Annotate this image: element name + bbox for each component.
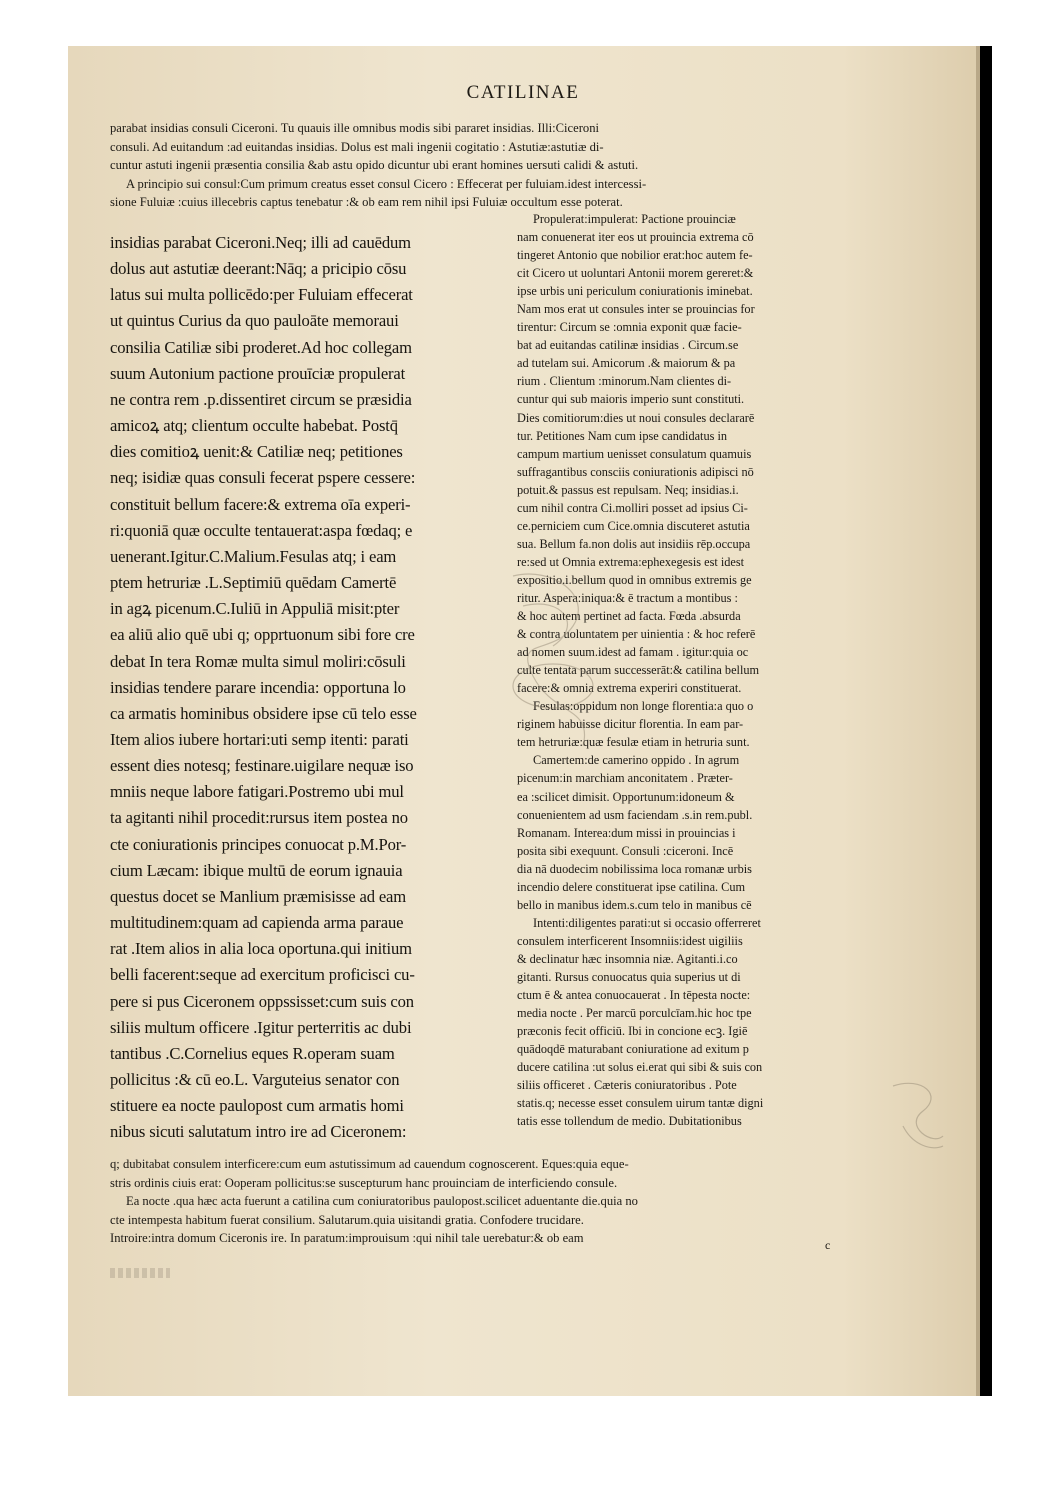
main-text-column: [110, 230, 514, 1145]
text-line: ri:quoniā quæ occulte tentauerat:aspa fœdaq; e: [110, 520, 413, 540]
commentary-line: consuli. Ad euitandum :ad euitandas insidias. Dolus est mali ingenii cogitatio : Astutiæ:astutiæ di-: [110, 139, 604, 154]
text-line: uenerant.Igitur.C.Malium.Fesulas atq; i eam: [110, 546, 397, 566]
commentary-line: facere:& omnia extrema experiri constituerat.: [517, 681, 742, 696]
text-line: insidias tendere parare incendia: opportuna lo: [110, 677, 406, 697]
text-line: pere si pus Ciceronem oppssisset:cum suis con: [110, 991, 414, 1011]
commentary-line: nam conuenerat iter eos ut prouincia extrema cō: [517, 230, 754, 245]
commentary-line: suffragantibus consciis coniurationis adipisci nō: [517, 464, 754, 479]
commentary-line: statis.q; necesse esset consulem uirum tantæ digni: [517, 1096, 764, 1111]
commentary-line: cit Cicero ut uoluntari Antonii morem gereret:&: [517, 266, 754, 281]
signature-mark: c: [825, 1238, 831, 1252]
text-line: ta agitanti nihil procedit:rursus item postea no: [110, 808, 408, 828]
text-line: Item alios iubere hortari:uti semp itenti: parati: [110, 729, 409, 749]
commentary-line: posita sibi exequunt. Consuli :ciceroni. Incē: [517, 843, 734, 858]
text-line: questus docet se Manlium præmisisse ad eam: [110, 886, 407, 906]
commentary-line: Romanam. Interea:dum missi in prouincias i: [517, 825, 736, 840]
commentary-line: ritur. Aspera:iniqua:& ē tractum a montibus :: [517, 590, 738, 605]
commentary-line: Propulerat:impulerat: Pactione prouinciæ: [533, 212, 736, 226]
commentary-line: Ea nocte .qua hæc acta fuerunt a catilina cum coniuratoribus paulopost.scilicet aduentante die.quia no: [126, 1194, 638, 1209]
commentary-line: re:sed ut Omnia extrema:ephexegesis est idest: [517, 554, 745, 569]
commentary-line: & contra uoluntatem per uinientia : & hoc referē: [517, 627, 756, 642]
text-line: neq; isidiæ quas consuli fecerat pspere cessere:: [110, 468, 416, 488]
commentary-line: incendio delere constituerat ipse catilina. Cum: [517, 879, 746, 894]
faint-offset-text: [110, 1268, 170, 1278]
commentary-line: culte tentata parum successerāt:& catilina bellum: [517, 663, 760, 678]
commentary-line: cum nihil contra Ci.molliri posset ad ipsius Ci-: [517, 500, 748, 515]
commentary-line: sua. Bellum fa.non dolis aut insidiis rēp.occupa: [517, 536, 751, 551]
commentary-line: dia nā duodecim nobilissima loca romanæ urbis: [517, 861, 752, 876]
commentary-line: bat ad euitandas catilinæ insidias . Circum.se: [517, 338, 739, 353]
text-line: ca armatis hominibus obsidere ipse cū telo esse: [110, 703, 417, 723]
text-line: mniis neque labore fatigari.Postremo ubi mul: [110, 782, 404, 802]
commentary-line: tirentur: Circum se :omnia exponit quæ facie-: [517, 320, 742, 335]
text-line: ptem hetruriæ .L.Septimiū quēdam Camertē: [110, 573, 397, 593]
commentary-line: Intenti:diligentes parati:ut si occasio offerreret: [533, 915, 761, 930]
running-head: CATILINAE: [466, 82, 580, 103]
text-line: essent dies notesq; festinare.uigilare nequæ iso: [110, 756, 414, 776]
commentary-line: Camertem:de camerino oppido . In agrum: [533, 753, 740, 768]
commentary-line: consulem interficerent Insomniis:idest uigiliis: [517, 933, 743, 948]
text-line: tantibus .C.Cornelius eques R.operam suam: [110, 1043, 395, 1063]
commentary-line: riginem habuisse dicitur florentia. In eam par-: [517, 717, 744, 732]
faint-margin-stamp-icon: [883, 1076, 953, 1156]
commentary-line: Nam mos erat ut consules inter se prouincias for: [517, 302, 755, 317]
commentary-line: rium . Clientum :minorum.Nam clientes di-: [517, 374, 732, 389]
commentary-line: media nocte . Per marcū porculcīam.hic hoc tpe: [517, 1006, 752, 1021]
text-line: constituit bellum facere:& extrema oīa experi-: [110, 494, 411, 514]
commentary-line: ctum ē & antea conuocauerat . In tēpesta nocte:: [517, 988, 751, 1003]
commentary-line: ducere catilina :ut solus ei.erat qui sibi & suis con: [517, 1060, 763, 1075]
commentary-line: conuenientem ad usm faciendam .s.in rem.publ.: [517, 807, 753, 822]
commentary-line: ce.perniciem cum Cice.omnia discuteret astutia: [517, 518, 750, 533]
commentary-line: q; dubitabat consulem interficere:cum eum astutissimum ad cauendum cognoscerent. Eques:quia eque-: [110, 1157, 629, 1171]
text-line: nibus sicuti salutatum intro ire ad Ciceronem:: [110, 1122, 407, 1142]
commentary-line: siliis officeret . Cæteris coniuratoribus . Pote: [517, 1078, 737, 1093]
book-page: [68, 46, 978, 1396]
commentary-line: expositio.i.bellum quod in omnibus extremis ge: [517, 572, 752, 587]
text-line: consilia Catiliæ sibi proderet.Ad hoc collegam: [110, 337, 412, 357]
commentary-line: tatis esse tollendum de medio. Dubitationibus: [517, 1114, 742, 1129]
commentary-line: & declinatur hæc insomnia niæ. Agitanti.i.co: [517, 951, 738, 966]
text-line: cte coniurationis principes conuocat p.M.Por-: [110, 834, 407, 854]
text-line: rat .Item alios in alia loca oportuna.qui initium: [110, 939, 412, 959]
bottom-commentary: [110, 1155, 880, 1248]
commentary-line: ipse urbis uni periculum coniurationis iminebat.: [517, 284, 753, 299]
commentary-line: sione Fuluiæ :cuius illecebris captus tenebatur :& ob eam rem nihil ipsi Fuluiæ occultum esse poterat.: [110, 195, 623, 210]
commentary-line: præconis fecit officiū. Ibi in concione ecꝫ. Igiē: [517, 1024, 748, 1039]
commentary-line: gitanti. Rursus conuocatus quia superius ut di: [517, 969, 741, 984]
commentary-line: picenum:in marchiam anconitatem . Præter-: [517, 771, 733, 786]
commentary-line: & hoc autem pertinet ad facta. Fœda .absurda: [517, 609, 741, 624]
text-line: stituere ea nocte paulopost cum armatis homi: [110, 1096, 404, 1116]
page-gutter: [976, 46, 980, 1396]
text-line: ut quintus Curius da quo pauloāte memoraui: [110, 311, 399, 331]
commentary-line: tingeret Antonio que nobilior erat:hoc autem fe-: [517, 248, 753, 263]
text-line: ne contra rem .p.dissentiret circum se præsidia: [110, 389, 412, 409]
commentary-line: campum martium uenisset consulatum quamuis: [517, 446, 752, 461]
commentary-line: stris ordinis ciuis erat: Ooperam pollicitus:se suscepturum hanc prouinciam de interficiendo consule.: [110, 1175, 618, 1190]
commentary-line: bello in manibus idem.s.cum telo in manibus cē: [517, 897, 752, 912]
text-line: multitudinem:quam ad capienda arma paraue: [110, 913, 404, 933]
commentary-line: ad tutelam sui. Amicorum .& maiorum & pa: [517, 356, 736, 371]
commentary-line: quādoqdē maturabant coniuratione ad exitum p: [517, 1042, 749, 1057]
text-line: siliis multum officere .Igitur perterritis ac dubi: [110, 1017, 412, 1037]
text-line: amicoꝝ atq; clientum occulte habebat. Postq̄: [110, 416, 398, 436]
text-line: insidias parabat Ciceroni.Neq; illi ad cauēdum: [110, 233, 411, 252]
text-line: latus sui multa pollicēdo:per Fuluiam effecerat: [110, 285, 413, 305]
text-line: belli facerent:seque ad exercitum proficisci cu-: [110, 965, 415, 985]
faint-watermark-stamp-icon: [493, 566, 613, 766]
commentary-line: A principio sui consul:Cum primum creatus esset consul Cicero : Effecerat per fuluiam.idest intercessi-: [126, 176, 647, 191]
text-line: dolus aut astutiæ deerant:Nāq; a pricipio cōsu: [110, 259, 407, 279]
commentary-line: Dies comitiorum:dies ut noui consules declararē: [517, 410, 755, 425]
commentary-line: cte intempesta habitum fuerat consilium. Salutarum.quia uisitandi gratia. Confodere trucidare.: [110, 1212, 584, 1227]
text-line: in agꝝ picenum.C.Iuliū in Appuliā misit:pter: [110, 599, 400, 619]
commentary-line: cuntur qui sub maioris imperio sunt constituti.: [517, 392, 745, 407]
commentary-line: cuntur astuti ingenii præsentia consilia &ab astu opido dicuntur ubi erant homines uersuti calidi & astuti.: [110, 158, 639, 173]
commentary-line: Fesulas:oppidum non longe florentia:a quo o: [533, 699, 754, 714]
commentary-line: Introire:intra domum Ciceronis ire. In paratum:improuisum :qui nihil tale uerebatur:& ob eam: [110, 1231, 584, 1246]
text-line: dies comitioꝝ uenit:& Catiliæ neq; petitiones: [110, 442, 403, 462]
commentary-line: potuit.& passus est repulsam. Neq; insidias.i.: [517, 482, 739, 497]
text-line: pollicitus :& cū eo.L. Varguteius senator con: [110, 1070, 400, 1089]
page-scan: [68, 46, 992, 1396]
commentary-line: tur. Petitiones Nam cum ipse candidatus in: [517, 428, 728, 443]
top-commentary: [110, 119, 880, 212]
commentary-line: tem hetruriæ:quæ fesulæ etiam in hetruria sunt.: [517, 735, 750, 750]
commentary-line: parabat insidias consuli Ciceroni. Tu quauis ille omnibus modis sibi pararet insidias. Illi:Ciceroni: [110, 121, 600, 135]
text-line: suum Autonium pactione prouīciæ propulerat: [110, 363, 406, 383]
commentary-line: ad nomen suum.idest ad famam . igitur:quia oc: [517, 645, 749, 660]
text-line: cium Læcam: ibique multū de eorum ignauia: [110, 860, 403, 880]
text-line: ea aliū alio quē ubi q; opprtuonum sibi fore cre: [110, 625, 415, 645]
commentary-line: ea :scilicet dimisit. Opportunum:idoneum &: [517, 789, 735, 804]
text-line: debat In tera Romæ multa simul moliri:cōsuli: [110, 651, 406, 671]
